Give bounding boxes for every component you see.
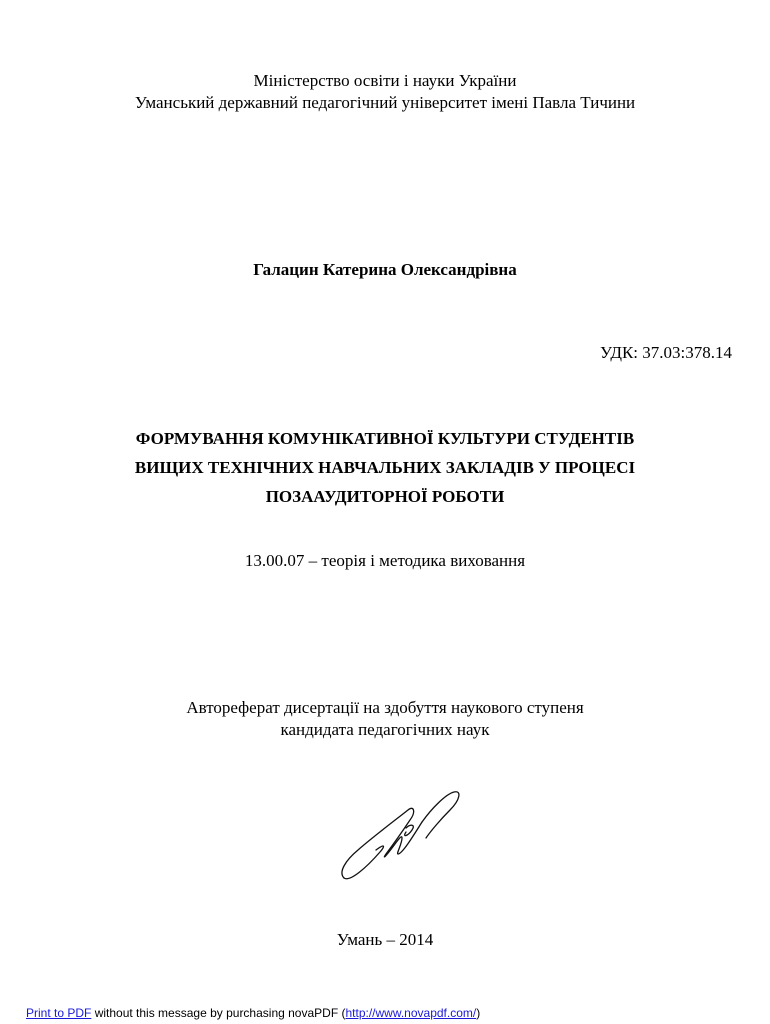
udc-code: УДК: 37.03:378.14 — [600, 343, 732, 362]
specialty-code: 13.00.07 – теорія і методика виховання — [244, 551, 526, 570]
thesis-title-line-1: ФОРМУВАННЯ КОМУНІКАТИВНОЇ КУЛЬТУРИ СТУДЕНТІВ — [135, 429, 635, 448]
footer-message: without this message by purchasing novaPDF ( — [91, 1006, 346, 1020]
ministry-name: Міністерство освіти і науки України — [253, 71, 517, 90]
print-to-pdf-link[interactable]: Print to PDF — [26, 1006, 92, 1020]
novapdf-url-link[interactable]: http://www.novapdf.com/ — [345, 1006, 477, 1020]
author-name: Галацин Катерина Олександрівна — [253, 260, 517, 279]
place-and-year: Умань – 2014 — [336, 930, 434, 949]
university-name: Уманський державний педагогічний університет імені Павла Тичини — [134, 93, 636, 112]
thesis-title-line-3: ПОЗААУДИТОРНОЇ РОБОТИ — [265, 487, 505, 506]
abstract-description-line-2: кандидата педагогічних наук — [280, 720, 490, 739]
footer-closing-paren: ) — [476, 1006, 481, 1020]
abstract-description-line-1: Автореферат дисертації на здобуття наукового ступеня — [186, 698, 584, 717]
signature-icon — [336, 788, 476, 888]
thesis-title-line-2: ВИЩИХ ТЕХНІЧНИХ НАВЧАЛЬНИХ ЗАКЛАДІВ У ПРОЦЕСІ — [134, 458, 636, 477]
pdf-watermark-footer — [26, 1005, 480, 1021]
